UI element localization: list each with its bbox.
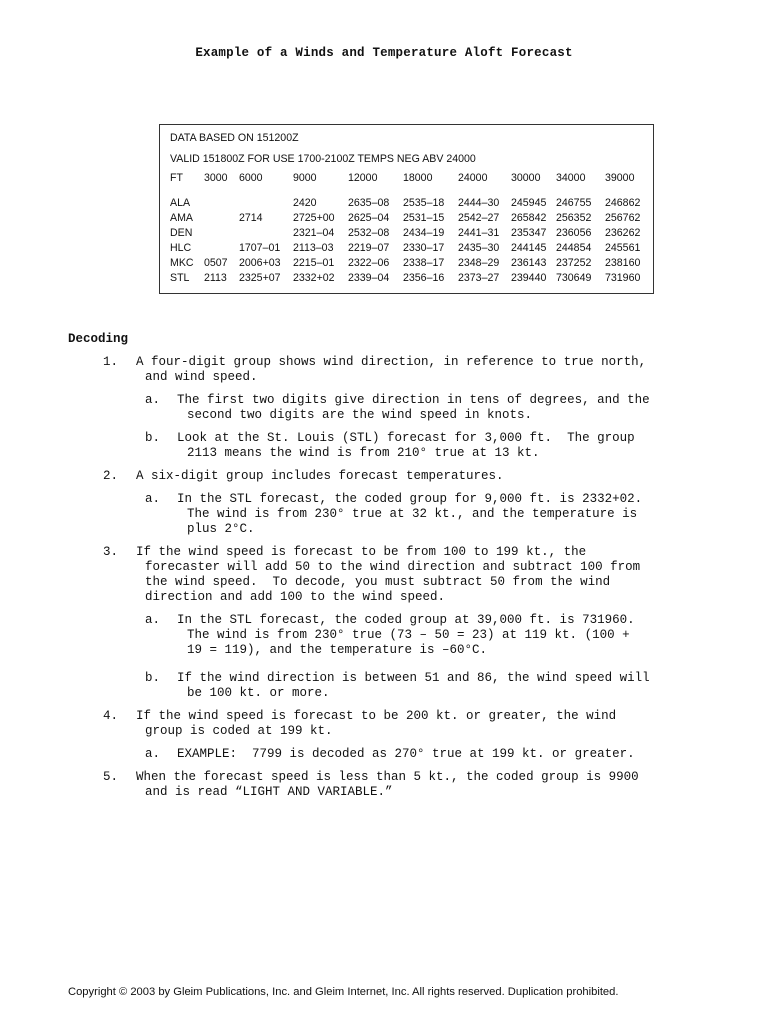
table-header-cell: 34000 — [556, 172, 586, 184]
forecast-cell: 2330–17 — [403, 242, 445, 254]
forecast-cell: 2321–04 — [293, 227, 335, 239]
table-header-cell: FT — [170, 172, 183, 184]
forecast-cell: 244854 — [556, 242, 592, 254]
forecast-data-line: DATA BASED ON 151200Z — [170, 132, 299, 144]
table-header-cell: 18000 — [403, 172, 433, 184]
forecast-cell: 246755 — [556, 197, 592, 209]
forecast-cell: 2625–04 — [348, 212, 390, 224]
forecast-cell: 236143 — [511, 257, 547, 269]
forecast-cell: 239440 — [511, 272, 547, 284]
forecast-cell: 2435–30 — [458, 242, 500, 254]
sub-item-marker: a. — [145, 492, 161, 506]
station-id: MKC — [170, 257, 194, 269]
item-text: forecaster will add 50 to the wind direction and subtract 100 from — [145, 560, 641, 574]
sub-item-text: second two digits are the wind speed in knots. — [187, 408, 533, 422]
sub-item-marker: a. — [145, 613, 161, 627]
forecast-cell: 2215–01 — [293, 257, 335, 269]
forecast-cell: 730649 — [556, 272, 592, 284]
forecast-cell: 238160 — [605, 257, 641, 269]
table-header-cell: 9000 — [293, 172, 317, 184]
forecast-valid-line: VALID 151800Z FOR USE 1700-2100Z TEMPS NEG ABV 24000 — [170, 153, 476, 165]
item-text: and is read “LIGHT AND VARIABLE.” — [145, 785, 393, 799]
station-id: HLC — [170, 242, 192, 254]
item-number: 5. — [103, 770, 119, 784]
forecast-box — [159, 124, 654, 294]
forecast-cell: 256352 — [556, 212, 592, 224]
table-header-cell: 12000 — [348, 172, 378, 184]
forecast-cell: 0507 — [204, 257, 228, 269]
item-text: If the wind speed is forecast to be from 100 to 199 kt., the — [136, 545, 587, 559]
station-id: ALA — [170, 197, 191, 209]
forecast-cell: 2714 — [239, 212, 263, 224]
forecast-cell: 2322–06 — [348, 257, 390, 269]
decoding-heading: Decoding — [68, 332, 129, 346]
forecast-cell: 2113–03 — [293, 242, 334, 254]
item-text: A four-digit group shows wind direction, in reference to true north, — [136, 355, 647, 369]
forecast-cell: 245945 — [511, 197, 547, 209]
forecast-cell: 245561 — [605, 242, 641, 254]
item-number: 1. — [103, 355, 119, 369]
forecast-cell: 2113 — [204, 272, 227, 284]
table-header-cell: 6000 — [239, 172, 263, 184]
forecast-cell: 2356–16 — [403, 272, 445, 284]
forecast-cell: 2325+07 — [239, 272, 281, 284]
forecast-cell: 2444–30 — [458, 197, 500, 209]
sub-item-text: 2113 means the wind is from 210° true at 13 kt. — [187, 446, 540, 460]
forecast-cell: 2434–19 — [403, 227, 445, 239]
sub-item-text: In the STL forecast, the coded group at 39,000 ft. is 731960. — [177, 613, 635, 627]
table-header-cell: 3000 — [204, 172, 228, 184]
forecast-cell: 2441–31 — [458, 227, 500, 239]
sub-item-marker: a. — [145, 747, 161, 761]
forecast-cell: 2339–04 — [348, 272, 390, 284]
sub-item-text: be 100 kt. or more. — [187, 686, 330, 700]
forecast-cell: 1707–01 — [239, 242, 281, 254]
item-text: If the wind speed is forecast to be 200 kt. or greater, the wind — [136, 709, 617, 723]
sub-item-marker: b. — [145, 431, 161, 445]
sub-item-text: In the STL forecast, the coded group for 9,000 ft. is 2332+02. — [177, 492, 643, 506]
forecast-cell: 236262 — [605, 227, 641, 239]
forecast-cell: 265842 — [511, 212, 547, 224]
item-text: and wind speed. — [145, 370, 258, 384]
forecast-cell: 2535–18 — [403, 197, 445, 209]
forecast-cell: 2219–07 — [348, 242, 390, 254]
item-number: 3. — [103, 545, 119, 559]
sub-item-text: If the wind direction is between 51 and 86, the wind speed will — [177, 671, 650, 685]
table-header-cell: 30000 — [511, 172, 541, 184]
forecast-cell: 2532–08 — [348, 227, 390, 239]
forecast-cell: 2635–08 — [348, 197, 390, 209]
item-text: When the forecast speed is less than 5 kt., the coded group is 9900 — [136, 770, 639, 784]
sub-item-text: 19 = 119), and the temperature is –60°C. — [187, 643, 488, 657]
item-text: direction and add 100 to the wind speed. — [145, 590, 446, 604]
forecast-cell: 2348–29 — [458, 257, 500, 269]
sub-item-text: EXAMPLE: 7799 is decoded as 270° true at 199 kt. or greater. — [177, 747, 635, 761]
station-id: AMA — [170, 212, 193, 224]
forecast-cell: 2338–17 — [403, 257, 445, 269]
forecast-cell: 2531–15 — [403, 212, 445, 224]
forecast-cell: 244145 — [511, 242, 547, 254]
forecast-cell: 2373–27 — [458, 272, 500, 284]
item-text: the wind speed. To decode, you must subtract 50 from the wind — [145, 575, 611, 589]
forecast-cell: 237252 — [556, 257, 592, 269]
item-number: 4. — [103, 709, 119, 723]
item-text: group is coded at 199 kt. — [145, 724, 333, 738]
sub-item-text: Look at the St. Louis (STL) forecast for 3,000 ft. The group — [177, 431, 635, 445]
station-id: STL — [170, 272, 190, 284]
station-id: DEN — [170, 227, 193, 239]
sub-item-text: The wind is from 230° true (73 – 50 = 23) at 119 kt. (100 + — [187, 628, 630, 642]
forecast-cell: 256762 — [605, 212, 641, 224]
copyright-footer: Copyright © 2003 by Gleim Publications, Inc. and Gleim Internet, Inc. All rights reserved. Duplication prohibited. — [68, 986, 619, 998]
sub-item-text: The first two digits give direction in tens of degrees, and the — [177, 393, 650, 407]
sub-item-text: plus 2°C. — [187, 522, 255, 536]
sub-item-marker: b. — [145, 671, 161, 685]
forecast-cell: 236056 — [556, 227, 592, 239]
item-text: A six-digit group includes forecast temperatures. — [136, 469, 504, 483]
sub-item-text: The wind is from 230° true at 32 kt., and the temperature is — [187, 507, 638, 521]
table-header-cell: 24000 — [458, 172, 488, 184]
sub-item-marker: a. — [145, 393, 161, 407]
item-number: 2. — [103, 469, 119, 483]
forecast-cell: 731960 — [605, 272, 641, 284]
table-header-cell: 39000 — [605, 172, 635, 184]
forecast-cell: 2332+02 — [293, 272, 335, 284]
forecast-cell: 2420 — [293, 197, 317, 209]
forecast-cell: 235347 — [511, 227, 547, 239]
forecast-cell: 246862 — [605, 197, 641, 209]
page-title: Example of a Winds and Temperature Aloft Forecast — [195, 46, 573, 60]
forecast-cell: 2725+00 — [293, 212, 335, 224]
forecast-cell: 2006+03 — [239, 257, 281, 269]
forecast-cell: 2542–27 — [458, 212, 500, 224]
